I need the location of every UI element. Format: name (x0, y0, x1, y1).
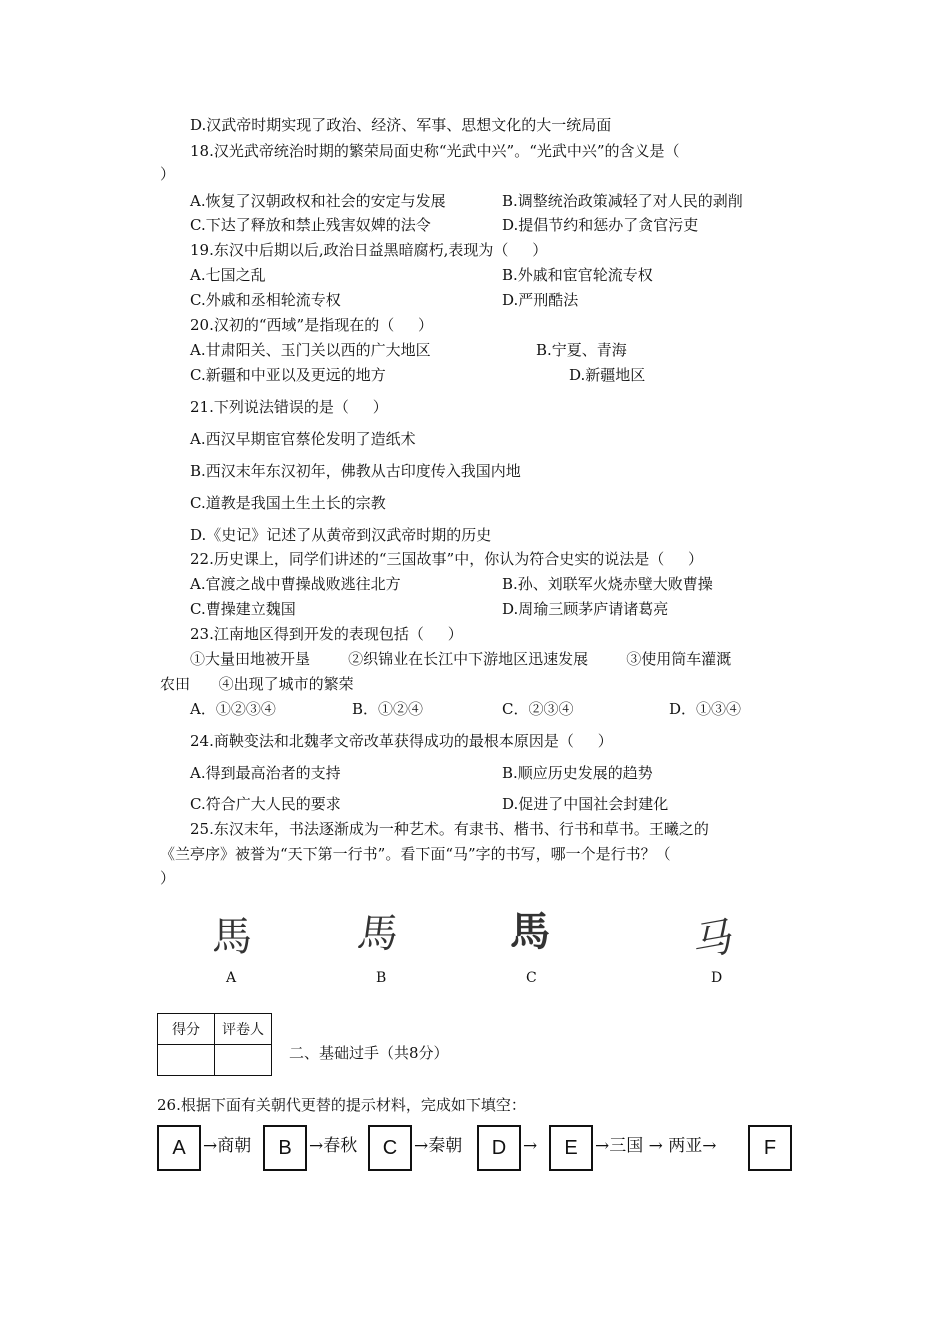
flow-connector-2: →春秋 (309, 1136, 358, 1156)
q19-stem: 19.东汉中后期以后,政治日益黑暗腐朽,表现为（ ） (190, 241, 548, 259)
q17-option-d: D.汉武帝时期实现了政治、经济、军事、思想文化的大一统局面 (190, 116, 612, 134)
q22-option-d: D.周瑜三顾茅庐请诸葛亮 (502, 600, 669, 618)
q25-stem-end: ） (160, 869, 176, 887)
q19-option-b: B.外戚和宦官轮流专权 (502, 266, 653, 284)
flow-connector-5: →三国 → 两亚→ (595, 1136, 717, 1156)
grader-header: 评卷人 (215, 1014, 272, 1045)
flow-connector-3: →秦朝 (414, 1136, 463, 1156)
q25-stem-cont: 《兰亭序》被誉为“天下第一行书”。看下面“马”字的书写，哪一个是行书？（ (160, 845, 671, 863)
calligraphy-glyph-d: 马 (692, 912, 736, 968)
q24-option-a: A.得到最高治者的支持 (190, 764, 341, 782)
q18-option-a: A.恢复了汉朝政权和社会的安定与发展 (190, 192, 446, 210)
calligraphy-glyph-c: 馬 (510, 908, 550, 955)
q18-option-d: D.提倡节约和惩办了贪官污吏 (502, 216, 699, 234)
q18-option-b: B.调整统治政策减轻了对人民的剥削 (502, 192, 743, 210)
q23-items-cont: 农田 ④出现了城市的繁荣 (160, 675, 354, 693)
flow-box-e[interactable]: E (549, 1125, 593, 1171)
calligraphy-label-d: D (711, 970, 723, 986)
q23-items: ①大量田地被开垦 ②织锦业在长江中下游地区迅速发展 ③使用筒车灌溉 (190, 650, 732, 668)
q23-option-b: B．①②④ (352, 700, 424, 718)
flow-box-f[interactable]: F (748, 1125, 792, 1171)
q23-stem: 23.江南地区得到开发的表现包括（ ） (190, 625, 463, 643)
q23-option-a: A．①②③④ (190, 700, 276, 718)
section-heading: 二、基础过手（共8分） (289, 1044, 449, 1062)
q22-option-a: A.官渡之战中曹操战败逃往北方 (190, 575, 401, 593)
flow-connector-1: →商朝 (203, 1136, 252, 1156)
calligraphy-glyph-a: 馬 (212, 914, 252, 960)
q20-option-a: A.甘肃阳关、玉门关以西的广大地区 (190, 341, 431, 359)
q22-option-c: C.曹操建立魏国 (190, 600, 296, 618)
q21-stem: 21.下列说法错误的是（ ） (190, 398, 388, 416)
dynasty-flow (157, 1125, 797, 1173)
q20-option-b: B.宁夏、青海 (536, 341, 627, 359)
q24-stem: 24.商鞅变法和北魏孝文帝改革获得成功的最根本原因是（ ） (190, 732, 613, 750)
q21-option-a: A.西汉早期宦官蔡伦发明了造纸术 (190, 430, 416, 448)
q20-stem: 20.汉初的“西域”是指现在的（ ） (190, 316, 434, 334)
calligraphy-glyph-b: 馬 (354, 911, 402, 957)
q23-option-c: C．②③④ (502, 700, 574, 718)
q19-option-c: C.外戚和丞相轮流专权 (190, 291, 341, 309)
flow-box-d[interactable]: D (477, 1125, 521, 1171)
q22-option-b: B.孙、刘联军火烧赤壁大败曹操 (502, 575, 713, 593)
flow-box-c[interactable]: C (368, 1125, 412, 1171)
q18-stem: 18.汉光武帝统治时期的繁荣局面史称“光武中兴”。“光武中兴”的含义是（ (190, 142, 680, 160)
score-cell[interactable] (158, 1045, 215, 1076)
q21-option-d: D.《史记》记述了从黄帝到汉武帝时期的历史 (190, 526, 492, 544)
q18-option-c: C.下达了释放和禁止残害奴婢的法令 (190, 216, 431, 234)
q24-option-d: D.促进了中国社会封建化 (502, 795, 669, 813)
score-table (157, 1013, 272, 1076)
calligraphy-label-c: C (526, 970, 537, 986)
q24-option-c: C.符合广大人民的要求 (190, 795, 341, 813)
q19-option-a: A.七国之乱 (190, 266, 266, 284)
q20-option-c: C.新疆和中亚以及更远的地方 (190, 366, 386, 384)
q22-stem: 22.历史课上，同学们讲述的“三国故事”中，你认为符合史实的说法是（ ） (190, 550, 704, 568)
q24-option-b: B.顺应历史发展的趋势 (502, 764, 653, 782)
q19-option-d: D.严刑酷法 (502, 291, 579, 309)
flow-box-b[interactable]: B (263, 1125, 307, 1171)
q25-stem: 25.东汉末年，书法逐渐成为一种艺术。有隶书、楷书、行书和草书。王曦之的 (190, 820, 709, 838)
flow-connector-4: → (523, 1136, 538, 1156)
q23-option-d: D．①③④ (669, 700, 742, 718)
grader-cell[interactable] (215, 1045, 272, 1076)
calligraphy-label-b: B (376, 970, 387, 986)
score-header: 得分 (158, 1014, 215, 1045)
q26-stem: 26.根据下面有关朝代更替的提示材料，完成如下填空： (157, 1096, 526, 1114)
q21-option-b: B.西汉末年东汉初年，佛教从古印度传入我国内地 (190, 462, 521, 480)
q21-option-c: C.道教是我国土生土长的宗教 (190, 494, 386, 512)
calligraphy-label-a: A (226, 970, 237, 986)
q20-option-d: D.新疆地区 (569, 366, 646, 384)
flow-box-a[interactable]: A (157, 1125, 201, 1171)
q18-stem-cont: ） (160, 165, 176, 183)
